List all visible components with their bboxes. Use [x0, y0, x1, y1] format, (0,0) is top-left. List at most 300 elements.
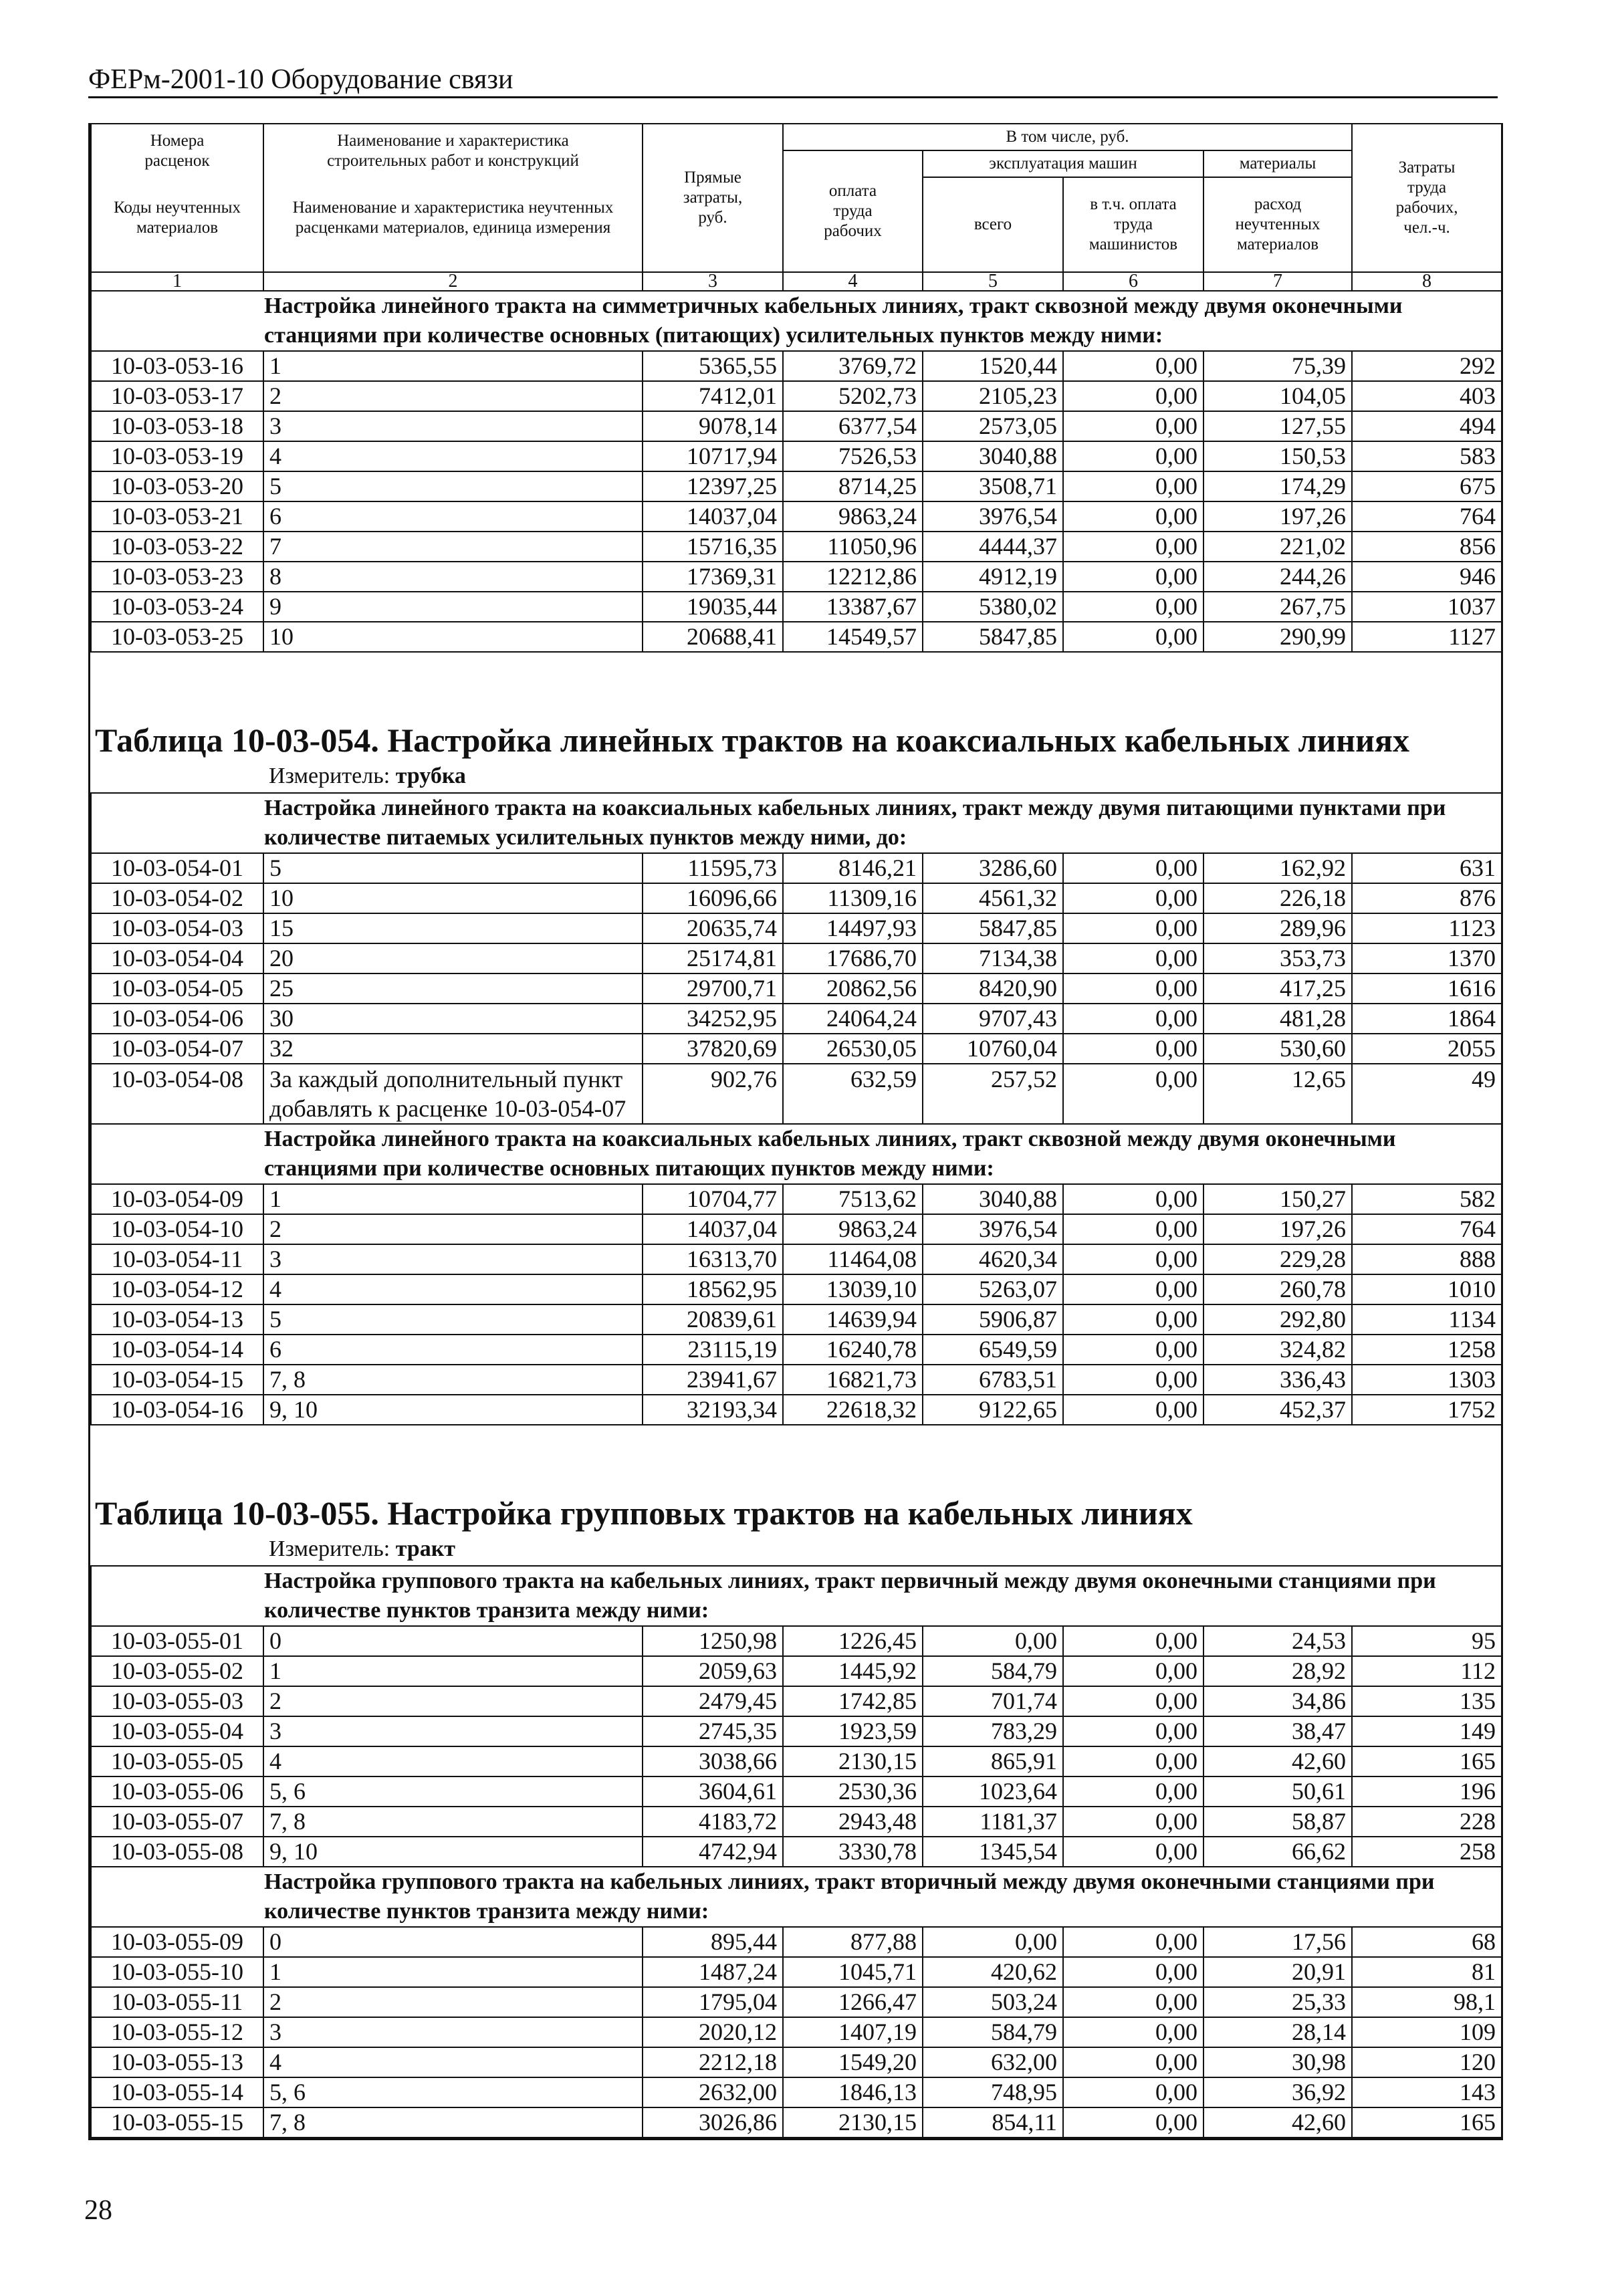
machines-total: 0,00: [923, 1927, 1063, 1957]
labor-hours: 196: [1352, 1776, 1502, 1807]
labor-hours: 292: [1352, 351, 1502, 381]
workers-pay: 1846,13: [783, 2077, 923, 2107]
workers-pay: 2130,15: [783, 2107, 923, 2138]
rate-code: 10-03-054-15: [91, 1365, 263, 1395]
labor-hours: 1370: [1352, 943, 1502, 973]
rate-item: 7, 8: [263, 1807, 643, 1837]
rate-code: 10-03-055-06: [91, 1776, 263, 1807]
labor-hours: 95: [1352, 1626, 1502, 1656]
machinists-pay: 0,00: [1063, 1776, 1203, 1807]
machinists-pay: 0,00: [1063, 853, 1203, 883]
direct-costs: 15716,35: [643, 532, 783, 562]
machines-total: 3976,54: [923, 1214, 1063, 1244]
machinists-pay: 0,00: [1063, 943, 1203, 973]
workers-pay: 16821,73: [783, 1365, 923, 1395]
machinists-pay: 0,00: [1063, 1274, 1203, 1304]
direct-costs: 902,76: [643, 1064, 783, 1124]
materials-cost: 20,91: [1203, 1957, 1352, 1987]
machinists-pay: 0,00: [1063, 1686, 1203, 1716]
table-row: [91, 943, 1502, 973]
rate-item: 7, 8: [263, 2107, 643, 2138]
workers-pay: 20862,56: [783, 973, 923, 1004]
rate-item: 3: [263, 1244, 643, 1274]
rate-code: 10-03-055-12: [91, 2017, 263, 2047]
table-row: [91, 1304, 1502, 1335]
machinists-pay: 0,00: [1063, 1004, 1203, 1034]
rate-code: 10-03-053-23: [91, 562, 263, 592]
machinists-pay: 0,00: [1063, 1304, 1203, 1335]
rate-code: 10-03-055-14: [91, 2077, 263, 2107]
table-054-header: [91, 652, 1502, 853]
direct-costs: 1795,04: [643, 1987, 783, 2017]
header-codes: [91, 124, 263, 272]
rate-item: 5, 6: [263, 2077, 643, 2107]
rate-item: 6: [263, 501, 643, 532]
direct-costs: 2020,12: [643, 2017, 783, 2047]
section-heading-row: [91, 1566, 1502, 1626]
machines-total: 503,24: [923, 1987, 1063, 2017]
materials-cost: 38,47: [1203, 1716, 1352, 1746]
rate-code: 10-03-053-21: [91, 501, 263, 532]
machinists-pay: 0,00: [1063, 1395, 1203, 1425]
rate-item: 5: [263, 853, 643, 883]
column-number: 6: [1063, 272, 1203, 291]
workers-pay: 24064,24: [783, 1004, 923, 1034]
labor-hours: 109: [1352, 2017, 1502, 2047]
header-materials: материалы: [1203, 150, 1352, 177]
machinists-pay: 0,00: [1063, 1807, 1203, 1837]
machines-total: 4620,34: [923, 1244, 1063, 1274]
workers-pay: 11050,96: [783, 532, 923, 562]
workers-pay: 14497,93: [783, 913, 923, 943]
machinists-pay: 0,00: [1063, 1365, 1203, 1395]
machines-total: 5906,87: [923, 1304, 1063, 1335]
rate-code: 10-03-055-07: [91, 1807, 263, 1837]
rate-item: 25: [263, 973, 643, 1004]
labor-hours: 1010: [1352, 1274, 1502, 1304]
materials-cost: 417,25: [1203, 973, 1352, 1004]
materials-cost: 226,18: [1203, 883, 1352, 913]
column-number-row: [91, 272, 1502, 291]
rate-item: 1: [263, 1957, 643, 1987]
rows-055-part1: [91, 1626, 1502, 1867]
table-row: [91, 471, 1502, 501]
materials-cost: 12,65: [1203, 1064, 1352, 1124]
materials-cost: 221,02: [1203, 532, 1352, 562]
machines-total: 4912,19: [923, 562, 1063, 592]
labor-hours: 403: [1352, 381, 1502, 411]
workers-pay: 11309,16: [783, 883, 923, 913]
table-row: [91, 411, 1502, 441]
table-row: [91, 1034, 1502, 1064]
labor-hours: 1127: [1352, 622, 1502, 652]
rate-code: 10-03-055-03: [91, 1686, 263, 1716]
table-row: [91, 1214, 1502, 1244]
materials-cost: 289,96: [1203, 913, 1352, 943]
rate-code: 10-03-053-24: [91, 592, 263, 622]
table-row: [91, 622, 1502, 652]
materials-cost: 17,56: [1203, 1927, 1352, 1957]
materials-cost: 530,60: [1203, 1034, 1352, 1064]
machines-total: 9707,43: [923, 1004, 1063, 1034]
rate-item: 2: [263, 1686, 643, 1716]
machines-total: 3040,88: [923, 441, 1063, 471]
machines-total: 748,95: [923, 2077, 1063, 2107]
measure-row: [91, 759, 1502, 793]
labor-hours: 764: [1352, 1214, 1502, 1244]
machinists-pay: 0,00: [1063, 2077, 1203, 2107]
measure-unit: трубка: [395, 763, 466, 788]
machinists-pay: 0,00: [1063, 381, 1203, 411]
rate-description: За каждый дополнительный пункт добавлять к расценке 10-03-054-07: [263, 1064, 643, 1124]
materials-cost: 197,26: [1203, 1214, 1352, 1244]
workers-pay: 16240,78: [783, 1335, 923, 1365]
section-heading: Настройка линейного тракта на симметричных кабельных линиях, тракт сквозной между двумя оконечными станциями при количестве основных (питающих) усилительных пунктов между ними:: [91, 291, 1502, 351]
machines-total: 1181,37: [923, 1807, 1063, 1837]
table-row: [91, 1716, 1502, 1746]
machinists-pay: 0,00: [1063, 501, 1203, 532]
header-workers-pay: оплата труда рабочих: [783, 150, 923, 272]
rate-item: 3: [263, 411, 643, 441]
rate-item: 20: [263, 943, 643, 973]
labor-hours: 675: [1352, 471, 1502, 501]
labor-hours: 1258: [1352, 1335, 1502, 1365]
materials-cost: 290,99: [1203, 622, 1352, 652]
table-title: Таблица 10-03-055. Настройка групповых трактов на кабельных линиях: [95, 1494, 1193, 1532]
labor-hours: 1752: [1352, 1395, 1502, 1425]
table-row: [91, 1837, 1502, 1867]
rate-code: 10-03-055-09: [91, 1927, 263, 1957]
labor-hours: 258: [1352, 1837, 1502, 1867]
section-heading-row: [91, 291, 1502, 351]
rate-item: 4: [263, 1746, 643, 1776]
rows-055-part2: [91, 1927, 1502, 2138]
measure-row: [91, 1532, 1502, 1566]
materials-cost: 197,26: [1203, 501, 1352, 532]
rate-item: 6: [263, 1335, 643, 1365]
materials-cost: 260,78: [1203, 1274, 1352, 1304]
materials-cost: 336,43: [1203, 1365, 1352, 1395]
table-row: [91, 1244, 1502, 1274]
rate-item: 5: [263, 471, 643, 501]
measure-label: Измеритель:: [269, 763, 390, 788]
machinists-pay: 0,00: [1063, 1244, 1203, 1274]
machinists-pay: 0,00: [1063, 1335, 1203, 1365]
workers-pay: 1045,71: [783, 1957, 923, 1987]
direct-costs: 17369,31: [643, 562, 783, 592]
table-row: [91, 1626, 1502, 1656]
workers-pay: 2943,48: [783, 1807, 923, 1837]
table-row: [91, 351, 1502, 381]
machinists-pay: 0,00: [1063, 1957, 1203, 1987]
table-row: [91, 562, 1502, 592]
column-number: 3: [643, 272, 783, 291]
rows-053: [91, 351, 1502, 652]
header-direct-costs: Прямые затраты, руб.: [643, 124, 783, 272]
rate-code: 10-03-054-13: [91, 1304, 263, 1335]
machinists-pay: 0,00: [1063, 532, 1203, 562]
rate-code: 10-03-054-11: [91, 1244, 263, 1274]
rate-item: 1: [263, 1656, 643, 1686]
table-row: [91, 1656, 1502, 1686]
labor-hours: 1864: [1352, 1004, 1502, 1034]
section-heading-row: [91, 1124, 1502, 1184]
machines-total: 3976,54: [923, 501, 1063, 532]
direct-costs: 29700,71: [643, 973, 783, 1004]
table-row: [91, 1274, 1502, 1304]
machines-total: 2105,23: [923, 381, 1063, 411]
machinists-pay: 0,00: [1063, 351, 1203, 381]
column-number: 7: [1203, 272, 1352, 291]
workers-pay: 6377,54: [783, 411, 923, 441]
workers-pay: 13039,10: [783, 1274, 923, 1304]
materials-cost: 174,29: [1203, 471, 1352, 501]
direct-costs: 23941,67: [643, 1365, 783, 1395]
direct-costs: 34252,95: [643, 1004, 783, 1034]
machinists-pay: 0,00: [1063, 1034, 1203, 1064]
workers-pay: 1549,20: [783, 2047, 923, 2077]
machinists-pay: 0,00: [1063, 1214, 1203, 1244]
materials-cost: 324,82: [1203, 1335, 1352, 1365]
measure-unit: тракт: [395, 1536, 456, 1561]
materials-cost: 229,28: [1203, 1244, 1352, 1274]
workers-pay: 26530,05: [783, 1034, 923, 1064]
rate-code: 10-03-053-25: [91, 622, 263, 652]
machines-total: 1345,54: [923, 1837, 1063, 1867]
labor-hours: 149: [1352, 1716, 1502, 1746]
header-material-names: Наименование и характеристика неучтенных расценками материалов, единица измерения: [292, 199, 614, 237]
rates-table-frame: [88, 123, 1503, 2140]
workers-pay: 2130,15: [783, 1746, 923, 1776]
direct-costs: 7412,01: [643, 381, 783, 411]
labor-hours: 856: [1352, 532, 1502, 562]
labor-hours: 112: [1352, 1656, 1502, 1686]
workers-pay: 8146,21: [783, 853, 923, 883]
machines-total: 5847,85: [923, 913, 1063, 943]
labor-hours: 165: [1352, 2107, 1502, 2138]
table-row: [91, 1957, 1502, 1987]
rate-item: 1: [263, 1184, 643, 1214]
table-title: Таблица 10-03-054. Настройка линейных трактов на коаксиальных кабельных линиях: [95, 721, 1409, 759]
rate-item: 8: [263, 562, 643, 592]
machinists-pay: 0,00: [1063, 1184, 1203, 1214]
rate-item: 2: [263, 1214, 643, 1244]
machines-total: 5380,02: [923, 592, 1063, 622]
table-row: [91, 2107, 1502, 2138]
machinists-pay: 0,00: [1063, 411, 1203, 441]
labor-hours: 135: [1352, 1686, 1502, 1716]
labor-hours: 946: [1352, 562, 1502, 592]
machinists-pay: 0,00: [1063, 441, 1203, 471]
workers-pay: 1445,92: [783, 1656, 923, 1686]
rate-code: 10-03-053-18: [91, 411, 263, 441]
rate-code: 10-03-055-15: [91, 2107, 263, 2138]
table-row: [91, 441, 1502, 471]
machines-total: 7134,38: [923, 943, 1063, 973]
labor-hours: 582: [1352, 1184, 1502, 1214]
rate-code: 10-03-053-19: [91, 441, 263, 471]
direct-costs: 2059,63: [643, 1656, 783, 1686]
labor-hours: 1037: [1352, 592, 1502, 622]
materials-cost: 127,55: [1203, 411, 1352, 441]
machinists-pay: 0,00: [1063, 1716, 1203, 1746]
rate-code: 10-03-054-05: [91, 973, 263, 1004]
materials-cost: 244,26: [1203, 562, 1352, 592]
measure-unit-cell: [91, 759, 1502, 793]
direct-costs: 4742,94: [643, 1837, 783, 1867]
workers-pay: 1266,47: [783, 1987, 923, 2017]
table-row: [91, 883, 1502, 913]
direct-costs: 12397,25: [643, 471, 783, 501]
table-row: [91, 532, 1502, 562]
labor-hours: 888: [1352, 1244, 1502, 1274]
materials-cost: 150,53: [1203, 441, 1352, 471]
rate-item: 5, 6: [263, 1776, 643, 1807]
workers-pay: 22618,32: [783, 1395, 923, 1425]
header-unaccounted-materials: расход неучтенных материалов: [1203, 177, 1352, 272]
labor-hours: 49: [1352, 1064, 1502, 1124]
workers-pay: 3769,72: [783, 351, 923, 381]
machines-total: 3286,60: [923, 853, 1063, 883]
direct-costs: 32193,34: [643, 1395, 783, 1425]
rate-code: 10-03-055-13: [91, 2047, 263, 2077]
rate-item: 2: [263, 381, 643, 411]
workers-pay: 5202,73: [783, 381, 923, 411]
section-heading-row: [91, 793, 1502, 853]
workers-pay: 7526,53: [783, 441, 923, 471]
materials-cost: 36,92: [1203, 2077, 1352, 2107]
machines-total: 5847,85: [923, 622, 1063, 652]
machinists-pay: 0,00: [1063, 592, 1203, 622]
direct-costs: 25174,81: [643, 943, 783, 973]
rate-code: 10-03-054-16: [91, 1395, 263, 1425]
materials-cost: 30,98: [1203, 2047, 1352, 2077]
machines-total: 10760,04: [923, 1034, 1063, 1064]
labor-hours: 631: [1352, 853, 1502, 883]
header-labor-costs: Затраты труда рабочих, чел.-ч.: [1352, 124, 1502, 272]
rate-code: 10-03-055-04: [91, 1716, 263, 1746]
machines-total: 3040,88: [923, 1184, 1063, 1214]
table-row: [91, 1987, 1502, 2017]
direct-costs: 1250,98: [643, 1626, 783, 1656]
rate-code: 10-03-054-12: [91, 1274, 263, 1304]
direct-costs: 20839,61: [643, 1304, 783, 1335]
machines-total: 3508,71: [923, 471, 1063, 501]
header-machinists-pay: в т.ч. оплата труда машинистов: [1063, 177, 1203, 272]
rate-item: 9: [263, 592, 643, 622]
block-053-symmetric: [91, 291, 1502, 351]
direct-costs: 895,44: [643, 1927, 783, 1957]
workers-pay: 1407,19: [783, 2017, 923, 2047]
workers-pay: 1226,45: [783, 1626, 923, 1656]
measure-label: Измеритель:: [269, 1536, 390, 1561]
materials-cost: 104,05: [1203, 381, 1352, 411]
rate-item: 4: [263, 1274, 643, 1304]
column-number: 1: [91, 272, 263, 291]
table-row: [91, 592, 1502, 622]
workers-pay: 632,59: [783, 1064, 923, 1124]
materials-cost: 34,86: [1203, 1686, 1352, 1716]
labor-hours: 98,1: [1352, 1987, 1502, 2017]
workers-pay: 17686,70: [783, 943, 923, 973]
header-rate-numbers: Номера расценок: [144, 132, 210, 170]
running-head: ФЕРм-2001-10 Оборудование связи: [88, 64, 1498, 98]
workers-pay: 9863,24: [783, 501, 923, 532]
workers-pay: 3330,78: [783, 1837, 923, 1867]
rate-code: 10-03-054-09: [91, 1184, 263, 1214]
rate-code: 10-03-054-10: [91, 1214, 263, 1244]
direct-costs: 2212,18: [643, 2047, 783, 2077]
rate-code: 10-03-054-08: [91, 1064, 263, 1124]
rate-item: 0: [263, 1626, 643, 1656]
rate-code: 10-03-055-08: [91, 1837, 263, 1867]
materials-cost: 42,60: [1203, 2107, 1352, 2138]
rate-code: 10-03-054-06: [91, 1004, 263, 1034]
labor-hours: 1303: [1352, 1365, 1502, 1395]
direct-costs: 2745,35: [643, 1716, 783, 1746]
labor-hours: 68: [1352, 1927, 1502, 1957]
machinists-pay: 0,00: [1063, 973, 1203, 1004]
machines-total: 701,74: [923, 1686, 1063, 1716]
machines-total: 257,52: [923, 1064, 1063, 1124]
column-number: 8: [1352, 272, 1502, 291]
workers-pay: 7513,62: [783, 1184, 923, 1214]
direct-costs: 4183,72: [643, 1807, 783, 1837]
rate-code: 10-03-053-16: [91, 351, 263, 381]
machines-total: 8420,90: [923, 973, 1063, 1004]
table-row: [91, 501, 1502, 532]
spacer-row: [91, 1425, 1502, 1492]
direct-costs: 10704,77: [643, 1184, 783, 1214]
header-row-1: [91, 124, 1502, 150]
labor-hours: 228: [1352, 1807, 1502, 1837]
labor-hours: 876: [1352, 883, 1502, 913]
workers-pay: 14639,94: [783, 1304, 923, 1335]
workers-pay: 1923,59: [783, 1716, 923, 1746]
materials-cost: 24,53: [1203, 1626, 1352, 1656]
machines-total: 5263,07: [923, 1274, 1063, 1304]
header-machines-total: всего: [923, 177, 1063, 272]
direct-costs: 10717,94: [643, 441, 783, 471]
machines-total: 2573,05: [923, 411, 1063, 441]
spacer-row: [91, 652, 1502, 719]
rows-054-part2: [91, 1184, 1502, 1425]
rate-code: 10-03-053-17: [91, 381, 263, 411]
rate-item: 10: [263, 883, 643, 913]
materials-cost: 292,80: [1203, 1304, 1352, 1335]
machinists-pay: 0,00: [1063, 1987, 1203, 2017]
labor-hours: 1616: [1352, 973, 1502, 1004]
materials-cost: 267,75: [1203, 592, 1352, 622]
machines-total: 1520,44: [923, 351, 1063, 381]
section-heading: Настройка группового тракта на кабельных линиях, тракт первичный между двумя оконечными станциями при количестве пунктов транзита между ними:: [91, 1566, 1502, 1626]
column-number: 2: [263, 272, 643, 291]
machines-total: 4444,37: [923, 532, 1063, 562]
rate-code: 10-03-054-02: [91, 883, 263, 913]
direct-costs: 2479,45: [643, 1686, 783, 1716]
rate-item: 9, 10: [263, 1837, 643, 1867]
rate-item: 7, 8: [263, 1365, 643, 1395]
machines-total: 6783,51: [923, 1365, 1063, 1395]
labor-hours: 494: [1352, 411, 1502, 441]
header-material-codes: Коды неучтенных материалов: [114, 199, 241, 237]
machinists-pay: 0,00: [1063, 622, 1203, 652]
machines-total: 4561,32: [923, 883, 1063, 913]
rate-item: 4: [263, 441, 643, 471]
rate-item: 3: [263, 2017, 643, 2047]
labor-hours: 120: [1352, 2047, 1502, 2077]
machinists-pay: 0,00: [1063, 2017, 1203, 2047]
